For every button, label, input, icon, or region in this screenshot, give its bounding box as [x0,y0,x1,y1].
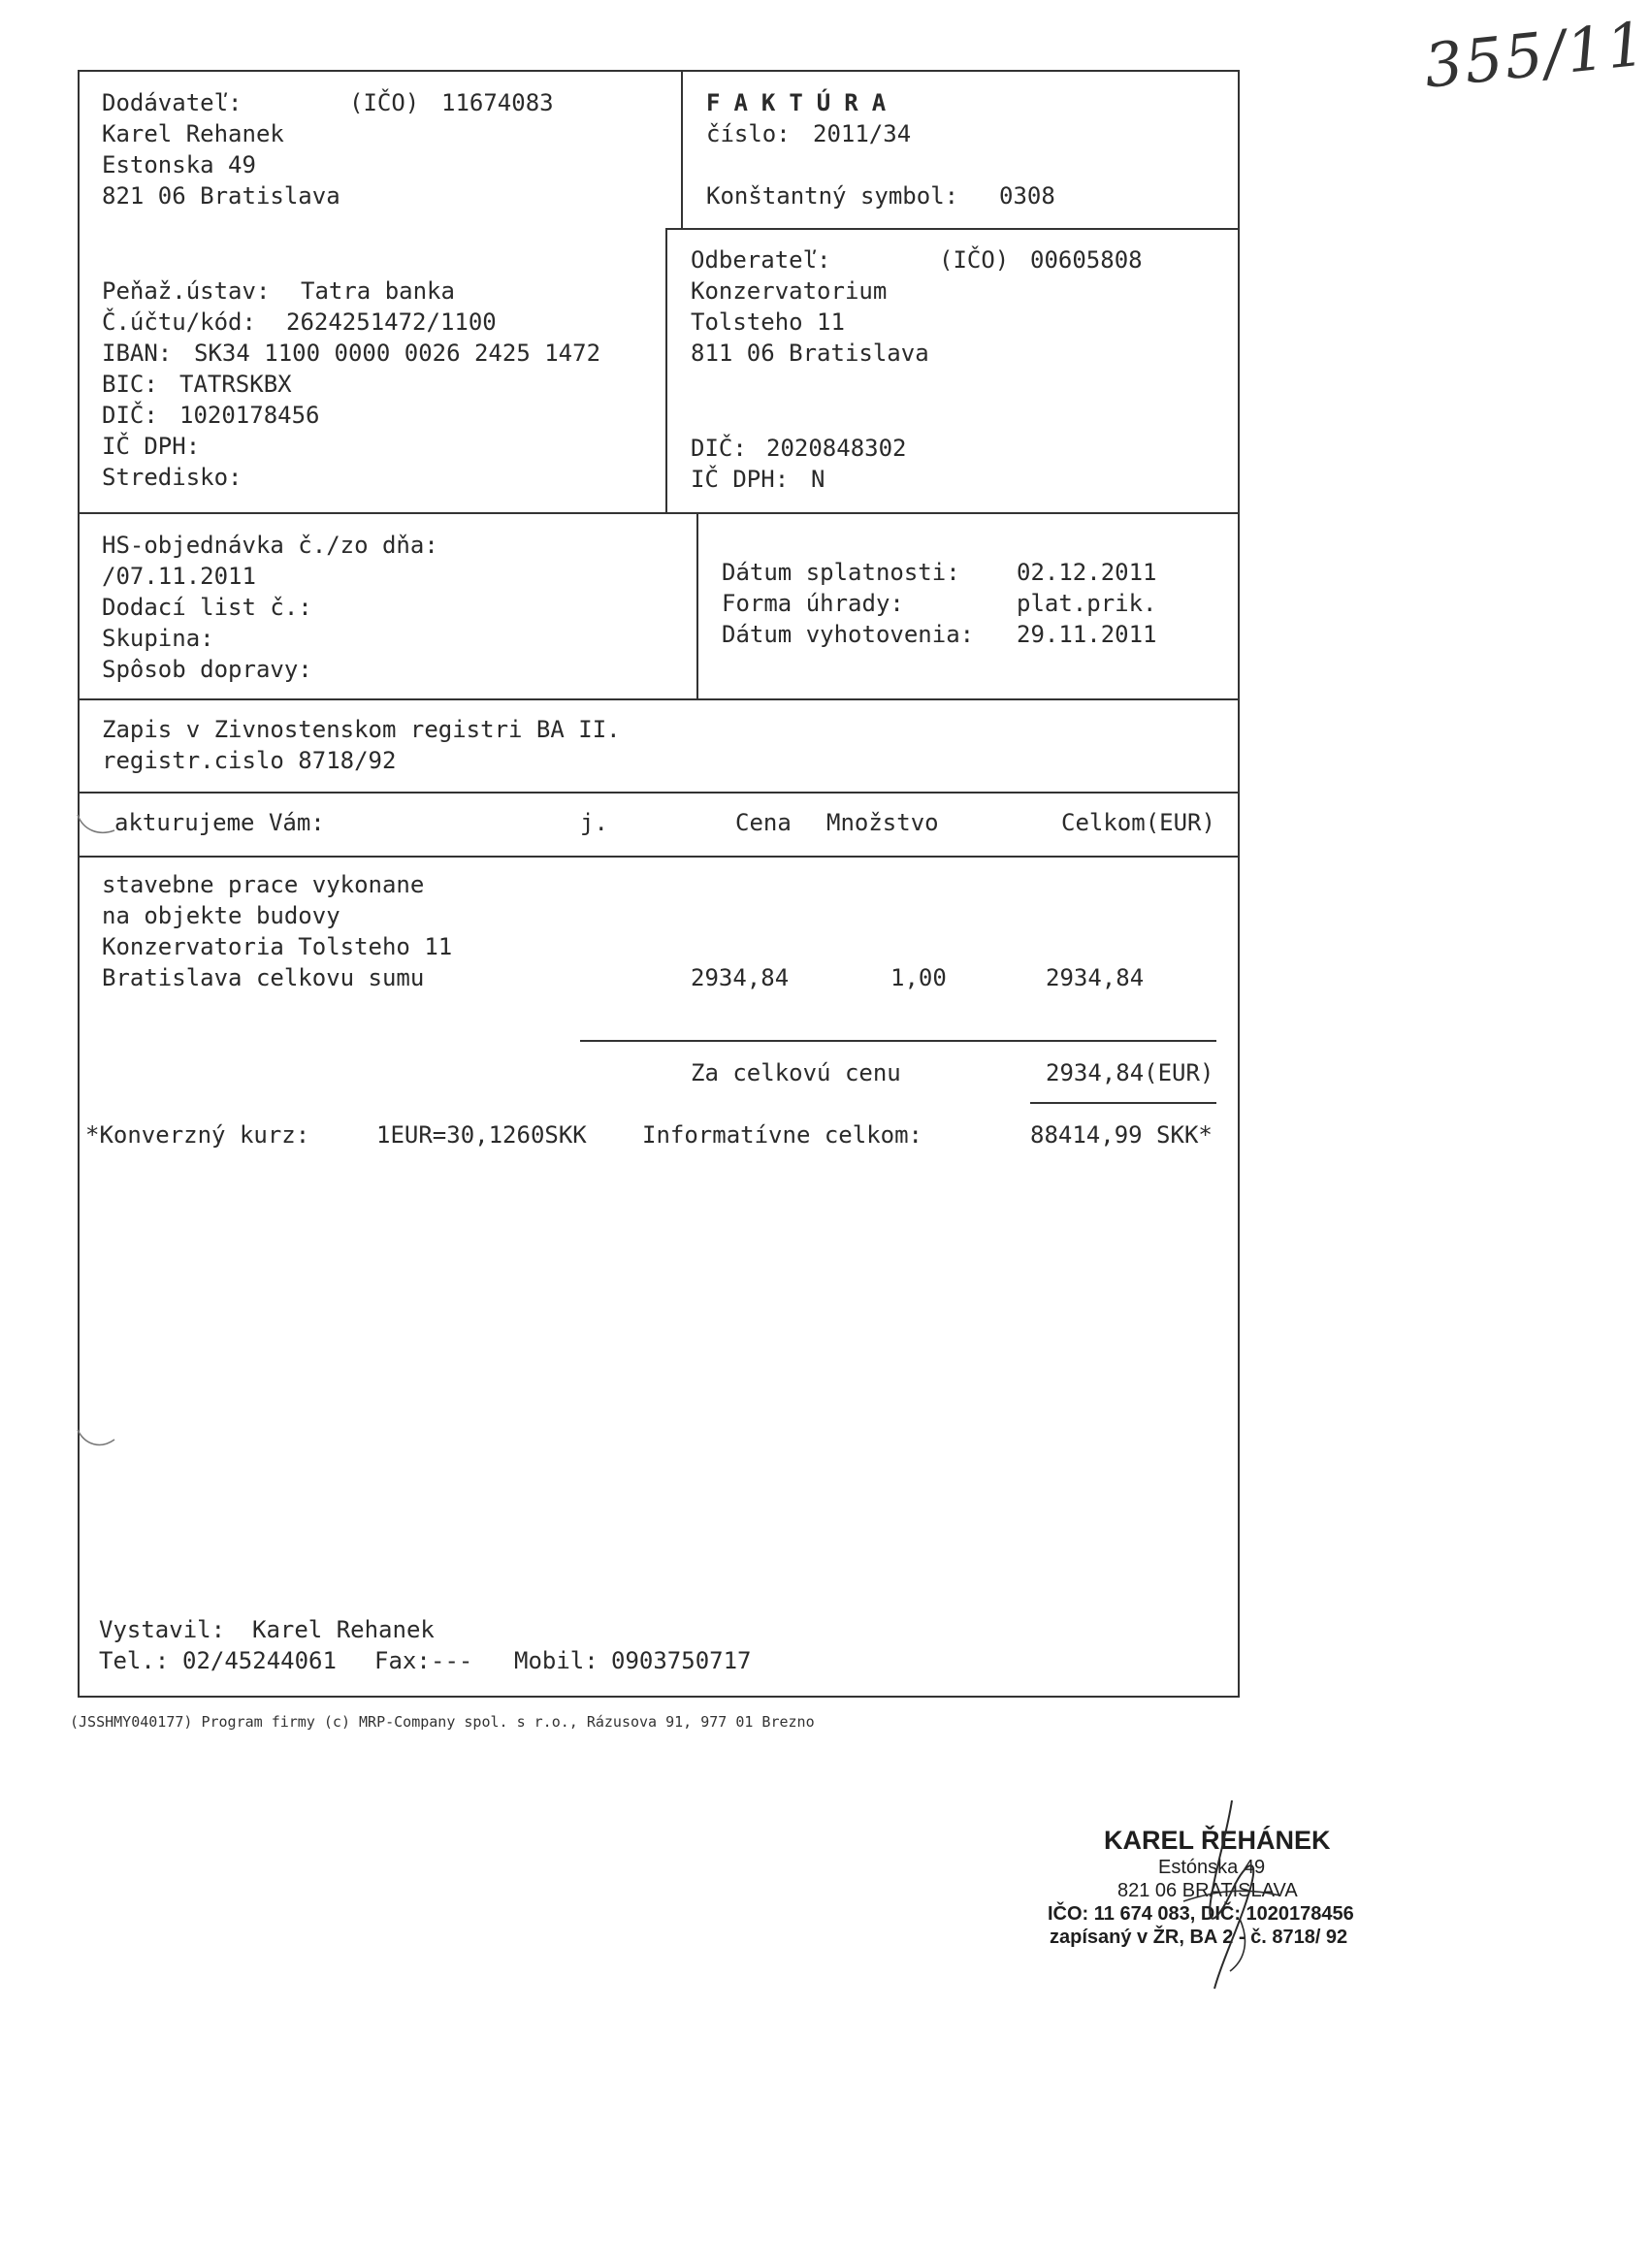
customer-ico-label: (IČO) [939,246,1010,274]
order-label: HS-objednávka č./zo dňa: [102,532,438,559]
items-header-underline [78,856,1238,858]
constant-symbol: 0308 [999,182,1055,210]
issuer-tel-label: Tel.: [99,1647,170,1674]
supplier-ico: 11674083 [441,89,554,116]
supplier-name: Karel Rehanek [102,120,284,147]
stamp-registration: zapísaný v ŽR, BA 2 - č. 8718/ 92 [1050,1927,1348,1948]
bank-institution: Tatra banka [301,277,455,305]
bank-account: 2624251472/1100 [286,308,497,336]
stredisko-label: Stredisko: [102,464,243,491]
bank-account-label: Č.účtu/kód: [102,308,256,336]
customer-dic: 2020848302 [766,435,907,462]
supplier-dic-label: DIČ: [102,402,158,429]
header-divider [681,70,683,229]
due-date: 02.12.2011 [1017,559,1157,586]
issue-date: 29.11.2011 [1017,621,1157,648]
issuer-mobil-label: Mobil: [514,1647,599,1674]
item-total: 2934,84 [1046,964,1145,991]
stamp-city: 821 06 BRATISLAVA [1117,1880,1298,1901]
stamp-street: Estónska 49 [1158,1857,1266,1878]
section-divider-1 [78,512,1238,514]
items-header-quantity: Množstvo [826,809,939,836]
constant-symbol-label: Konštantný symbol: [706,182,959,210]
payment-method-label: Forma úhrady: [722,590,904,617]
total-underline [1030,1102,1216,1104]
item-price: 2934,84 [691,964,790,991]
customer-label: Odberateľ: [691,246,831,274]
customer-name: Konzervatorium [691,277,888,305]
customer-box-left [665,228,667,513]
punch-hole-mark [74,1424,118,1453]
handwritten-invoice-number: 355/11 [1420,8,1650,102]
issuer-name: Karel Rehanek [252,1616,435,1643]
stamp-name: KAREL ŘEHÁNEK [1104,1826,1331,1855]
order-value: /07.11.2011 [102,563,256,590]
delivery-note-label: Dodací list č.: [102,594,312,621]
informative-total: 88414,99 SKK* [1030,1121,1213,1149]
customer-street: Tolsteho 11 [691,308,845,336]
order-divider [696,512,698,700]
issuer-fax: --- [431,1647,473,1674]
section-divider-2 [78,698,1238,700]
total-label: Za celkovú cenu [691,1059,901,1086]
supplier-ico-label: (IČO) [349,89,420,116]
item-description-line: Konzervatoria Tolsteho 11 [102,933,453,960]
bank-iban: SK34 1100 0000 0026 2425 1472 [194,340,601,367]
due-date-label: Dátum splatnosti: [722,559,960,586]
punch-hole-mark [74,811,118,840]
registry-line-2: registr.cislo 8718/92 [102,747,397,774]
bank-institution-label: Peňaž.ústav: [102,277,271,305]
customer-dic-label: DIČ: [691,435,747,462]
items-header-description: akturujeme Vám: [114,809,325,836]
issuer-mobil: 0903750717 [611,1647,752,1674]
bank-bic-label: BIC: [102,371,158,398]
customer-icdph-label: IČ DPH: [691,466,790,493]
items-header-price: Cena [735,809,792,836]
invoice-title: FAKTÚRA [706,89,900,116]
bank-bic: TATRSKBX [179,371,292,398]
supplier-label: Dodávateľ: [102,89,243,116]
issuer-fax-label: Fax: [374,1647,431,1674]
item-description-line: Bratislava celkovu sumu [102,964,425,991]
signature-scribble [1125,1795,1300,1998]
total-value: 2934,84(EUR) [1046,1059,1214,1086]
customer-icdph: N [811,466,825,493]
supplier-city: 821 06 Bratislava [102,182,340,210]
issue-date-label: Dátum vyhotovenia: [722,621,975,648]
section-divider-3 [78,792,1238,794]
items-header-total: Celkom(EUR) [1061,809,1215,836]
conversion-rate: 1EUR=30,1260SKK [376,1121,587,1149]
registry-line-1: Zapis v Zivnostenskom registri BA II. [102,716,621,743]
transport-label: Spôsob dopravy: [102,656,312,683]
customer-box-top [665,228,1238,230]
supplier-icdph-label: IČ DPH: [102,433,201,460]
issuer-label: Vystavil: [99,1616,226,1643]
group-label: Skupina: [102,625,214,652]
program-footer: (JSSHMY040177) Program firmy (c) MRP-Company spol. s r.o., Rázusova 91, 977 01 Brezno [70,1713,815,1731]
customer-ico: 00605808 [1030,246,1143,274]
items-subtotal-line [580,1040,1216,1042]
supplier-street: Estonska 49 [102,151,256,178]
item-description-line: stavebne prace vykonane [102,871,425,898]
customer-city: 811 06 Bratislava [691,340,929,367]
item-description-line: na objekte budovy [102,902,340,929]
items-header-unit: j. [580,809,608,836]
stamp-ids: IČO: 11 674 083, DIČ: 1020178456 [1048,1903,1354,1925]
item-quantity: 1,00 [890,964,947,991]
bank-iban-label: IBAN: [102,340,173,367]
invoice-number-label: číslo: [706,120,791,147]
payment-method: plat.prik. [1017,590,1157,617]
informative-total-label: Informatívne celkom: [642,1121,922,1149]
issuer-tel: 02/45244061 [182,1647,337,1674]
conversion-rate-label: *Konverzný kurz: [85,1121,310,1149]
invoice-number: 2011/34 [813,120,912,147]
supplier-dic: 1020178456 [179,402,320,429]
